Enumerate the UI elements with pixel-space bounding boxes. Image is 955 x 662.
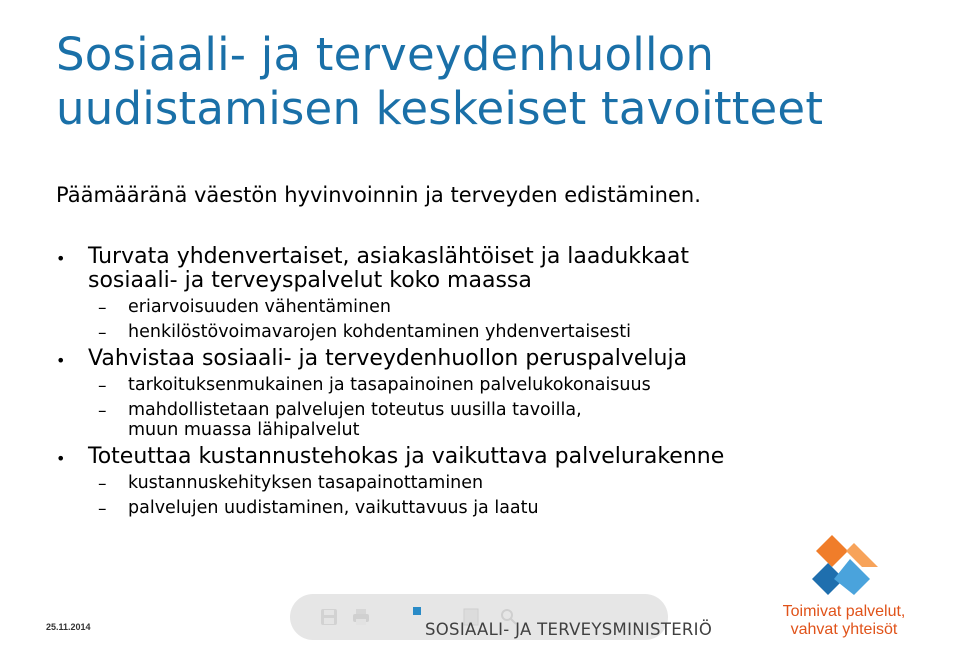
title-line-1: Sosiaali- ja terveydenhuollon bbox=[56, 28, 715, 81]
diamond-logo-icon bbox=[808, 533, 884, 595]
bullet-list bbox=[56, 245, 916, 523]
sub-item bbox=[88, 400, 916, 440]
sub-text-line: muun muassa lähipalvelut bbox=[128, 420, 360, 440]
slide-title bbox=[56, 28, 823, 136]
sub-list bbox=[88, 375, 916, 440]
bullet-marker: • bbox=[56, 351, 66, 370]
sub-text-line: eriarvoisuuden vähentäminen bbox=[128, 297, 391, 317]
ministry-name: SOSIAALI- JA TERVEYSMINISTERIÖ bbox=[425, 620, 713, 639]
sub-marker: – bbox=[98, 499, 107, 519]
sub-item bbox=[88, 498, 916, 518]
sub-text-line: mahdollistetaan palvelujen toteutus uusilla tavoilla, bbox=[128, 400, 582, 420]
sub-marker: – bbox=[98, 323, 107, 343]
bullet-marker: • bbox=[56, 249, 66, 268]
lead-text: Päämääränä väestön hyvinvoinnin ja terveyden edistäminen. bbox=[56, 183, 701, 207]
sub-text-line: tarkoituksenmukainen ja tasapainoinen palvelukokonaisuus bbox=[128, 375, 651, 395]
bullet-text-line: Vahvistaa sosiaali- ja terveydenhuollon peruspalveluja bbox=[88, 346, 688, 371]
sub-list bbox=[88, 297, 916, 342]
slogan bbox=[755, 603, 933, 639]
slogan-line-1: Toimivat palvelut, bbox=[782, 603, 906, 620]
ministry-square-icon bbox=[413, 607, 421, 615]
sub-text-line: palvelujen uudistaminen, vaikuttavuus ja laatu bbox=[128, 498, 539, 518]
footer-date: 25.11.2014 bbox=[46, 622, 91, 632]
sub-marker: – bbox=[98, 376, 107, 396]
sub-item bbox=[88, 322, 916, 342]
print-icon[interactable] bbox=[352, 608, 370, 626]
slogan-line-2: vahvat yhteisöt bbox=[790, 621, 898, 638]
sub-text-line: henkilöstövoimavarojen kohdentaminen yhdenvertaisesti bbox=[128, 322, 631, 342]
sub-item bbox=[88, 297, 916, 317]
sub-item bbox=[88, 375, 916, 395]
sub-marker: – bbox=[98, 401, 107, 421]
sub-marker: – bbox=[98, 298, 107, 318]
bullet-text-line: Toteuttaa kustannustehokas ja vaikuttava palvelurakenne bbox=[88, 444, 725, 469]
sub-item bbox=[88, 473, 916, 493]
sub-list bbox=[88, 473, 916, 518]
bullet-item bbox=[56, 347, 916, 440]
bullet-text-line: sosiaali- ja terveyspalvelut koko maassa bbox=[88, 268, 532, 293]
bullet-text-line: Turvata yhdenvertaiset, asiakaslähtöiset ja laadukkaat bbox=[88, 244, 689, 269]
sub-marker: – bbox=[98, 474, 107, 494]
bullet-item bbox=[56, 245, 916, 342]
save-icon[interactable] bbox=[320, 608, 338, 626]
sub-text-line: kustannuskehityksen tasapainottaminen bbox=[128, 473, 484, 493]
bullet-marker: • bbox=[56, 449, 66, 468]
title-line-2: uudistamisen keskeiset tavoitteet bbox=[56, 82, 824, 135]
bullet-item bbox=[56, 445, 916, 518]
